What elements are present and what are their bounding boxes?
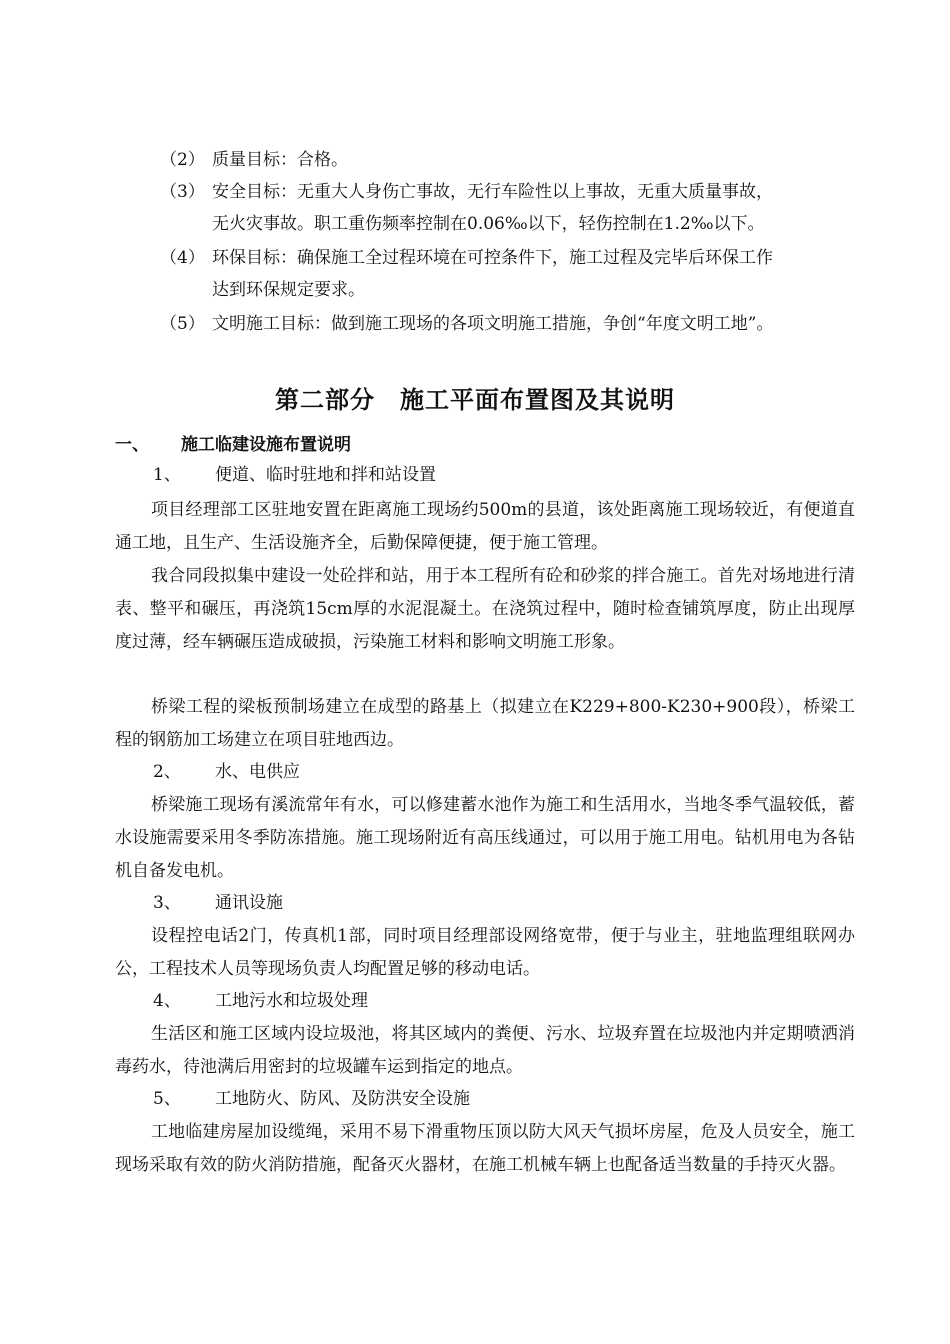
subsection-title: 工地污水和垃圾处理 bbox=[215, 991, 368, 1011]
subsection-number: 3、 bbox=[153, 893, 181, 913]
goal-text: 文明施工目标：做到施工现场的各项文明施工措施，争创“年度文明工地”。 bbox=[212, 314, 774, 334]
subsection-number: 4、 bbox=[153, 991, 181, 1011]
paragraph-site-office: 项目经理部工区驻地安置在距离施工现场约500m的县道，该处距离施工现场较近，有便道直通工地，且生产、生活设施齐全，后勤保障便捷，便于施工管理。 bbox=[115, 500, 855, 553]
subsection-number: 2、 bbox=[153, 762, 181, 782]
subsection-title: 通讯设施 bbox=[215, 893, 283, 913]
section-number: 一、 bbox=[115, 435, 149, 455]
subsection-title: 工地防火、防风、及防洪安全设施 bbox=[215, 1089, 470, 1109]
goal-civilized-construction bbox=[160, 308, 860, 340]
goal-text-continued: 达到环保规定要求。 bbox=[212, 280, 365, 300]
goal-number: （5） bbox=[160, 314, 205, 334]
paragraph-communications: 设程控电话2门，传真机1部，同时项目经理部设网络宽带，便于与业主，驻地监理组联网办公，工程技术人员等现场负责人均配置足够的移动电话。 bbox=[115, 926, 855, 979]
subsection-heading-4 bbox=[153, 985, 368, 1017]
subsection-heading-3 bbox=[153, 887, 283, 919]
subsection-heading-2 bbox=[153, 756, 300, 788]
section-heading bbox=[115, 430, 351, 460]
goal-text: 质量目标：合格。 bbox=[212, 150, 348, 170]
paragraph-precast-yard: 桥梁工程的梁板预制场建立在成型的路基上（拟建立在K229+800-K230+900段），桥梁工程的钢筋加工场建立在项目驻地西边。 bbox=[115, 697, 855, 750]
goal-text: 环保目标：确保施工全过程环境在可控条件下，施工过程及完毕后环保工作 bbox=[212, 248, 773, 268]
goal-text: 安全目标：无重大人身伤亡事故，无行车险性以上事故，无重大质量事故， bbox=[212, 182, 773, 202]
subsection-heading-1 bbox=[153, 459, 436, 491]
subsection-number: 1、 bbox=[153, 465, 181, 485]
subsection-number: 5、 bbox=[153, 1089, 181, 1109]
subsection-title: 便道、临时驻地和拌和站设置 bbox=[215, 465, 436, 485]
subsection-heading-5 bbox=[153, 1083, 470, 1115]
paragraph-mixing-station: 我合同段拟集中建设一处砼拌和站，用于本工程所有砼和砂浆的拌合施工。首先对场地进行清表、整平和碾压，再浇筑15cm厚的水泥混凝土。在浇筑过程中，随时检查铺筑厚度，防止出现厚度过薄，经车辆碾压造成破损，污染施工材料和影响文明施工形象。 bbox=[115, 566, 855, 652]
goal-number: （2） bbox=[160, 150, 205, 170]
paragraph-waste-treatment: 生活区和施工区域内设垃圾池，将其区域内的粪便、污水、垃圾弃置在垃圾池内并定期喷洒消毒药水，待池满后用密封的垃圾罐车运到指定的地点。 bbox=[115, 1024, 855, 1077]
goal-text-continued: 无火灾事故。职工重伤频率控制在0.06‰以下，轻伤控制在1.2‰以下。 bbox=[212, 214, 765, 234]
goal-safety bbox=[160, 176, 860, 240]
paragraph-water-power: 桥梁施工现场有溪流常年有水，可以修建蓄水池作为施工和生活用水，当地冬季气温较低，蓄水设施需要采用冬季防冻措施。施工现场附近有高压线通过，可以用于施工用电。钻机用电为各钻机自备发电机。 bbox=[115, 795, 855, 881]
paragraph-fire-wind-flood: 工地临建房屋加设缆绳，采用不易下滑重物压顶以防大风天气损坏房屋，危及人员安全，施工现场采取有效的防火消防措施，配备灭火器材，在施工机械车辆上也配备适当数量的手持灭火器。 bbox=[115, 1122, 855, 1175]
goal-number: （3） bbox=[160, 182, 205, 202]
goal-environment bbox=[160, 242, 860, 306]
goal-number: （4） bbox=[160, 248, 205, 268]
section-title: 施工临建设施布置说明 bbox=[181, 435, 351, 455]
part-title: 第二部分 施工平面布置图及其说明 bbox=[275, 385, 675, 414]
subsection-title: 水、电供应 bbox=[215, 762, 300, 782]
goal-quality bbox=[160, 144, 860, 176]
